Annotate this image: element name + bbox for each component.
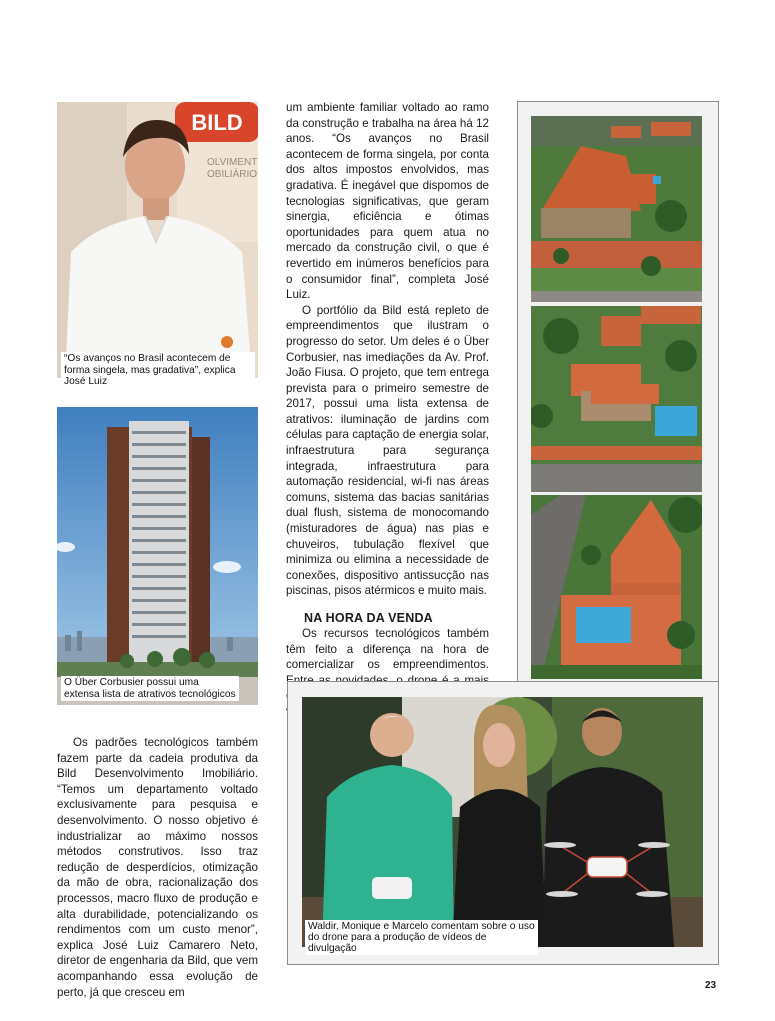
building-render [57, 407, 258, 705]
team-illustration [302, 697, 703, 947]
middle-column [286, 100, 489, 720]
aerial-photo-3 [531, 495, 702, 679]
portrait-photo [57, 102, 258, 378]
svg-text:OLVIMENT: OLVIMENT [207, 157, 258, 168]
team-caption: Waldir, Monique e Marcelo comentam sobre o uso do drone para a produção de vídeos de divulgação [305, 920, 538, 955]
aerial-photo-1 [531, 116, 702, 302]
portrait-illustration [57, 102, 258, 378]
aerial-house-3 [531, 495, 702, 679]
aerial-house-2 [531, 306, 702, 492]
middle-paragraph-1: um ambiente familiar voltado ao ramo da construção e trabalha na área há 12 anos. “Os avanços no Brasil acontecem de forma singela, por conta dos altos impostos envolvidos, mas gradativa. É inegável que dispomos de tecnologias significativas, que geram sinergia, eficiência e ótimas oportunidades para quem atua no mercado da construção civil, o que é revertido em inúmeros benefícios para o consumidor final”, completa José Luiz. [286, 101, 489, 302]
middle-paragraph-2: O portfólio da Bild está repleto de empreendimentos que ilustram o progresso do setor. Um deles é o Über Corbusier, nas imediações da Av. Prof. João Fiusa. O projeto, que tem entrega prevista para o primeiro semestre de 2017, possui uma lista extensa de atrativos: iluminação de jardins com células para captação de energia solar, infraestrutura para segurança integrada, infraestrutura para automação residencial, wi-fi nas áreas comuns, sistema das bacias sanitárias dual flush, sistema de monocomando (misturadores de água) nas pias e chuveiros, tubulação flexível que minimiza ou elimina a necessidade de conexões, dispositivo antissucção nas piscinas, pisos atérmicos e muito mais. [286, 303, 489, 598]
aerial-house-1 [531, 116, 702, 302]
building-caption: O Über Corbusier possui uma extensa lista de atrativos tecnológicos [61, 676, 239, 701]
bild-logo-text: BILD [191, 110, 243, 135]
building-illustration [57, 407, 258, 705]
aerial-photo-2 [531, 306, 702, 492]
left-column-paragraph: Os padrões tecnológicos também fazem parte da cadeia produtiva da Bild Desenvolvimento Imobiliário. “Temos um departamento voltado exclusivamente para pesquisa e desenvolvimento. O nosso objetivo é industrializar ao máximo nossos métodos construtivos. Isso traz redução de desperdícios, otimização da mão de obra, racionalização dos processos, macro fluxo de produção e alta durabilidade, potencializando os rendimentos com um custo menor”, explica José Luiz Camarero Neto, diretor de engenharia da Bild, que vem acompanhando essa evolução de perto, já que cresceu em [57, 736, 258, 999]
portrait-caption: “Os avanços no Brasil acontecem de forma singela, mas gradativa”, explica José Luiz [61, 352, 255, 389]
svg-text:OBILIÁRIO: OBILIÁRIO [207, 169, 258, 180]
team-photo [302, 697, 703, 947]
section-heading: NA HORA DA VENDA [304, 611, 433, 625]
middle-paragraph-3: Os recursos tecnológicos também têm feito a diferença na hora de comercializar os empreendimentos. [286, 627, 489, 672]
page-number: 23 [705, 980, 717, 991]
